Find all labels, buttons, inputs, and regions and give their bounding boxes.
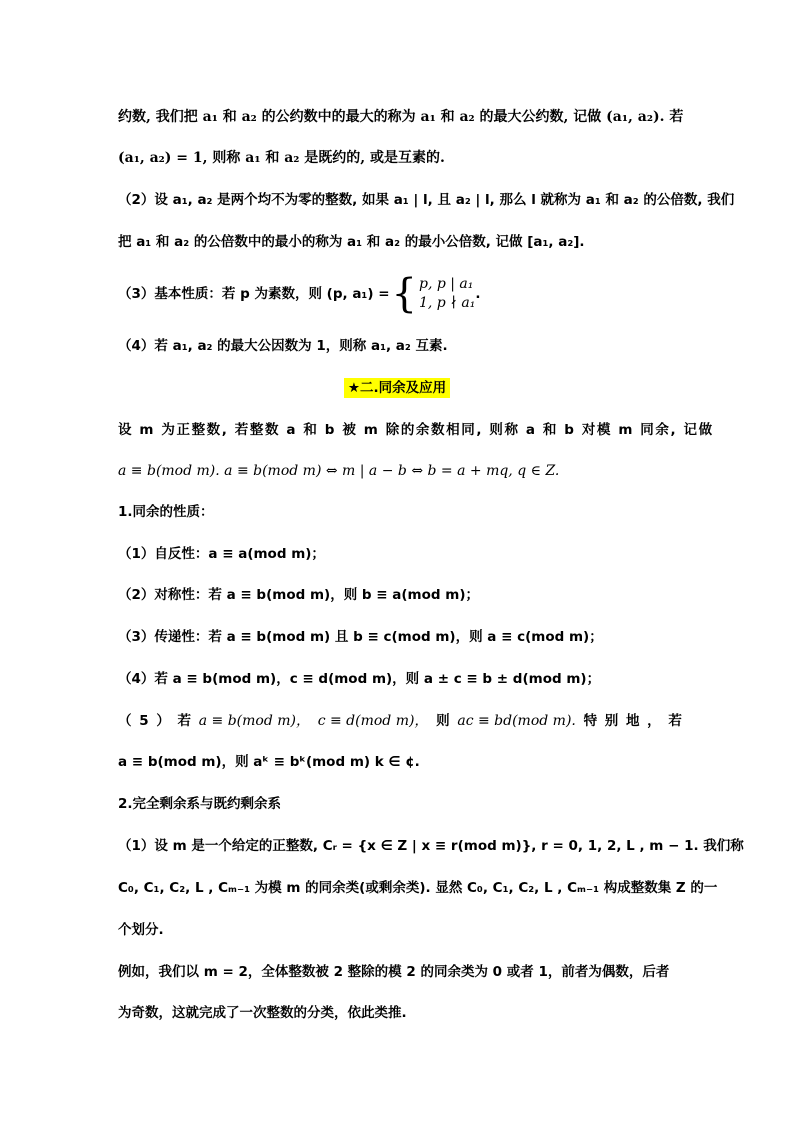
line14-part: 别 [604,713,619,729]
line14-part: ） [156,713,170,729]
text-line-12: （3）传递性：若 a ≡ b(mod m) 且 b ≡ c(mod m)，则 a ≡ c(mod m)； [118,629,603,645]
line14-formula: c ≡ d(mod m)， [317,713,429,729]
text-line-10: （1）自反性：a ≡ a(mod m)； [118,546,325,562]
text-line-1: 约数, 我们把 a₁ 和 a₂ 的公约数中的最大的称为 a₁ 和 a₂ 的最大公约数, 记做 (a₁, a₂). 若 [118,109,684,125]
text-line-18: C₀, C₁, C₂, L , Cₘ₋₁ 为模 m 的同余类(或剩余类). 显然 C₀, C₁, C₂, L , Cₘ₋₁ 构成整数集 Z 的一 [118,880,718,896]
text-line-13: （4）若 a ≡ b(mod m)，c ≡ d(mod m)，则 a ± c ≡ b ± d(mod m)； [118,671,601,687]
text-line-19: 个划分. [118,922,164,938]
line14-part: 若 [177,713,192,729]
text-line-2: (a₁, a₂) = 1, 则称 a₁ 和 a₂ 是既约的, 或是互素的. [118,150,445,166]
text-line-5-end: . [475,286,481,302]
piecewise-cases [390,271,476,317]
case-row-2: 1, p ∤ a₁ [418,295,476,311]
text-line-20: 例如，我们以 m = 2，全体整数被 2 整除的模 2 的同余类为 0 或者 1，前者为偶数，后者 [118,964,670,980]
text-line-17: （1）设 m 是一个给定的正整数, Cᵣ = {x ∈ Z | x ≡ r(mod m)}, r = 0, 1, 2, L , m − 1. 我们称 [118,838,744,854]
line14-part: 地 [625,713,640,729]
section-heading-label: ★二.同余及应用 [344,378,450,398]
text-line-4: 把 a₁ 和 a₂ 的公倍数中的最小的称为 a₁ 和 a₂ 的最小公倍数, 记做 [a₁, a₂]. [118,234,585,250]
text-line-5-prefix: （3）基本性质：若 p 为素数，则 (p, a₁) = [118,286,390,302]
text-line-15: a ≡ b(mod m)，则 aᵏ ≡ bᵏ(mod m) k ∈ ¢. [118,754,420,770]
text-line-7: 设 m 为正整数, 若整数 a 和 b 被 m 除的余数相同, 则称 a 和 b 对模 m 同余, 记做 [118,422,714,438]
property-formula-line [118,272,682,316]
text-line-9: 1.同余的性质： [118,504,214,520]
text-line-3: （2）设 a₁, a₂ 是两个均不为零的整数, 如果 a₁ | l, 且 a₂ | l, 那么 l 就称为 a₁ 和 a₂ 的公倍数, 我们 [118,192,735,208]
line14-part: 则 [436,713,450,729]
text-line-16: 2.完全剩余系与既约剩余系 [118,796,282,812]
text-line-14 [118,711,682,731]
case-row-1: p, p | a₁ [418,276,474,292]
line14-part: 特 [583,713,598,729]
line14-formula: a ≡ b(mod m)， [198,713,310,729]
text-line-21: 为奇数，这就完成了一次整数的分类，依此类推. [118,1005,407,1021]
line14-part: 若 [668,713,682,729]
text-line-6: （4）若 a₁, a₂ 的最大公因数为 1，则称 a₁, a₂ 互素. [118,338,448,354]
left-brace-icon: { [391,271,417,317]
text-line-11: （2）对称性：若 a ≡ b(mod m)，则 b ≡ a(mod m)； [118,587,479,603]
line14-part: 5 [139,713,149,729]
line14-part: （ [118,713,132,729]
section-heading [0,378,794,398]
line14-part: ， [647,713,661,729]
line14-formula: ac ≡ bd(mod m). [457,713,576,729]
text-line-8: a ≡ b(mod m). a ≡ b(mod m) ⇔ m | a − b ⇔ b = a + mq, q ∈ Z. [118,463,560,479]
